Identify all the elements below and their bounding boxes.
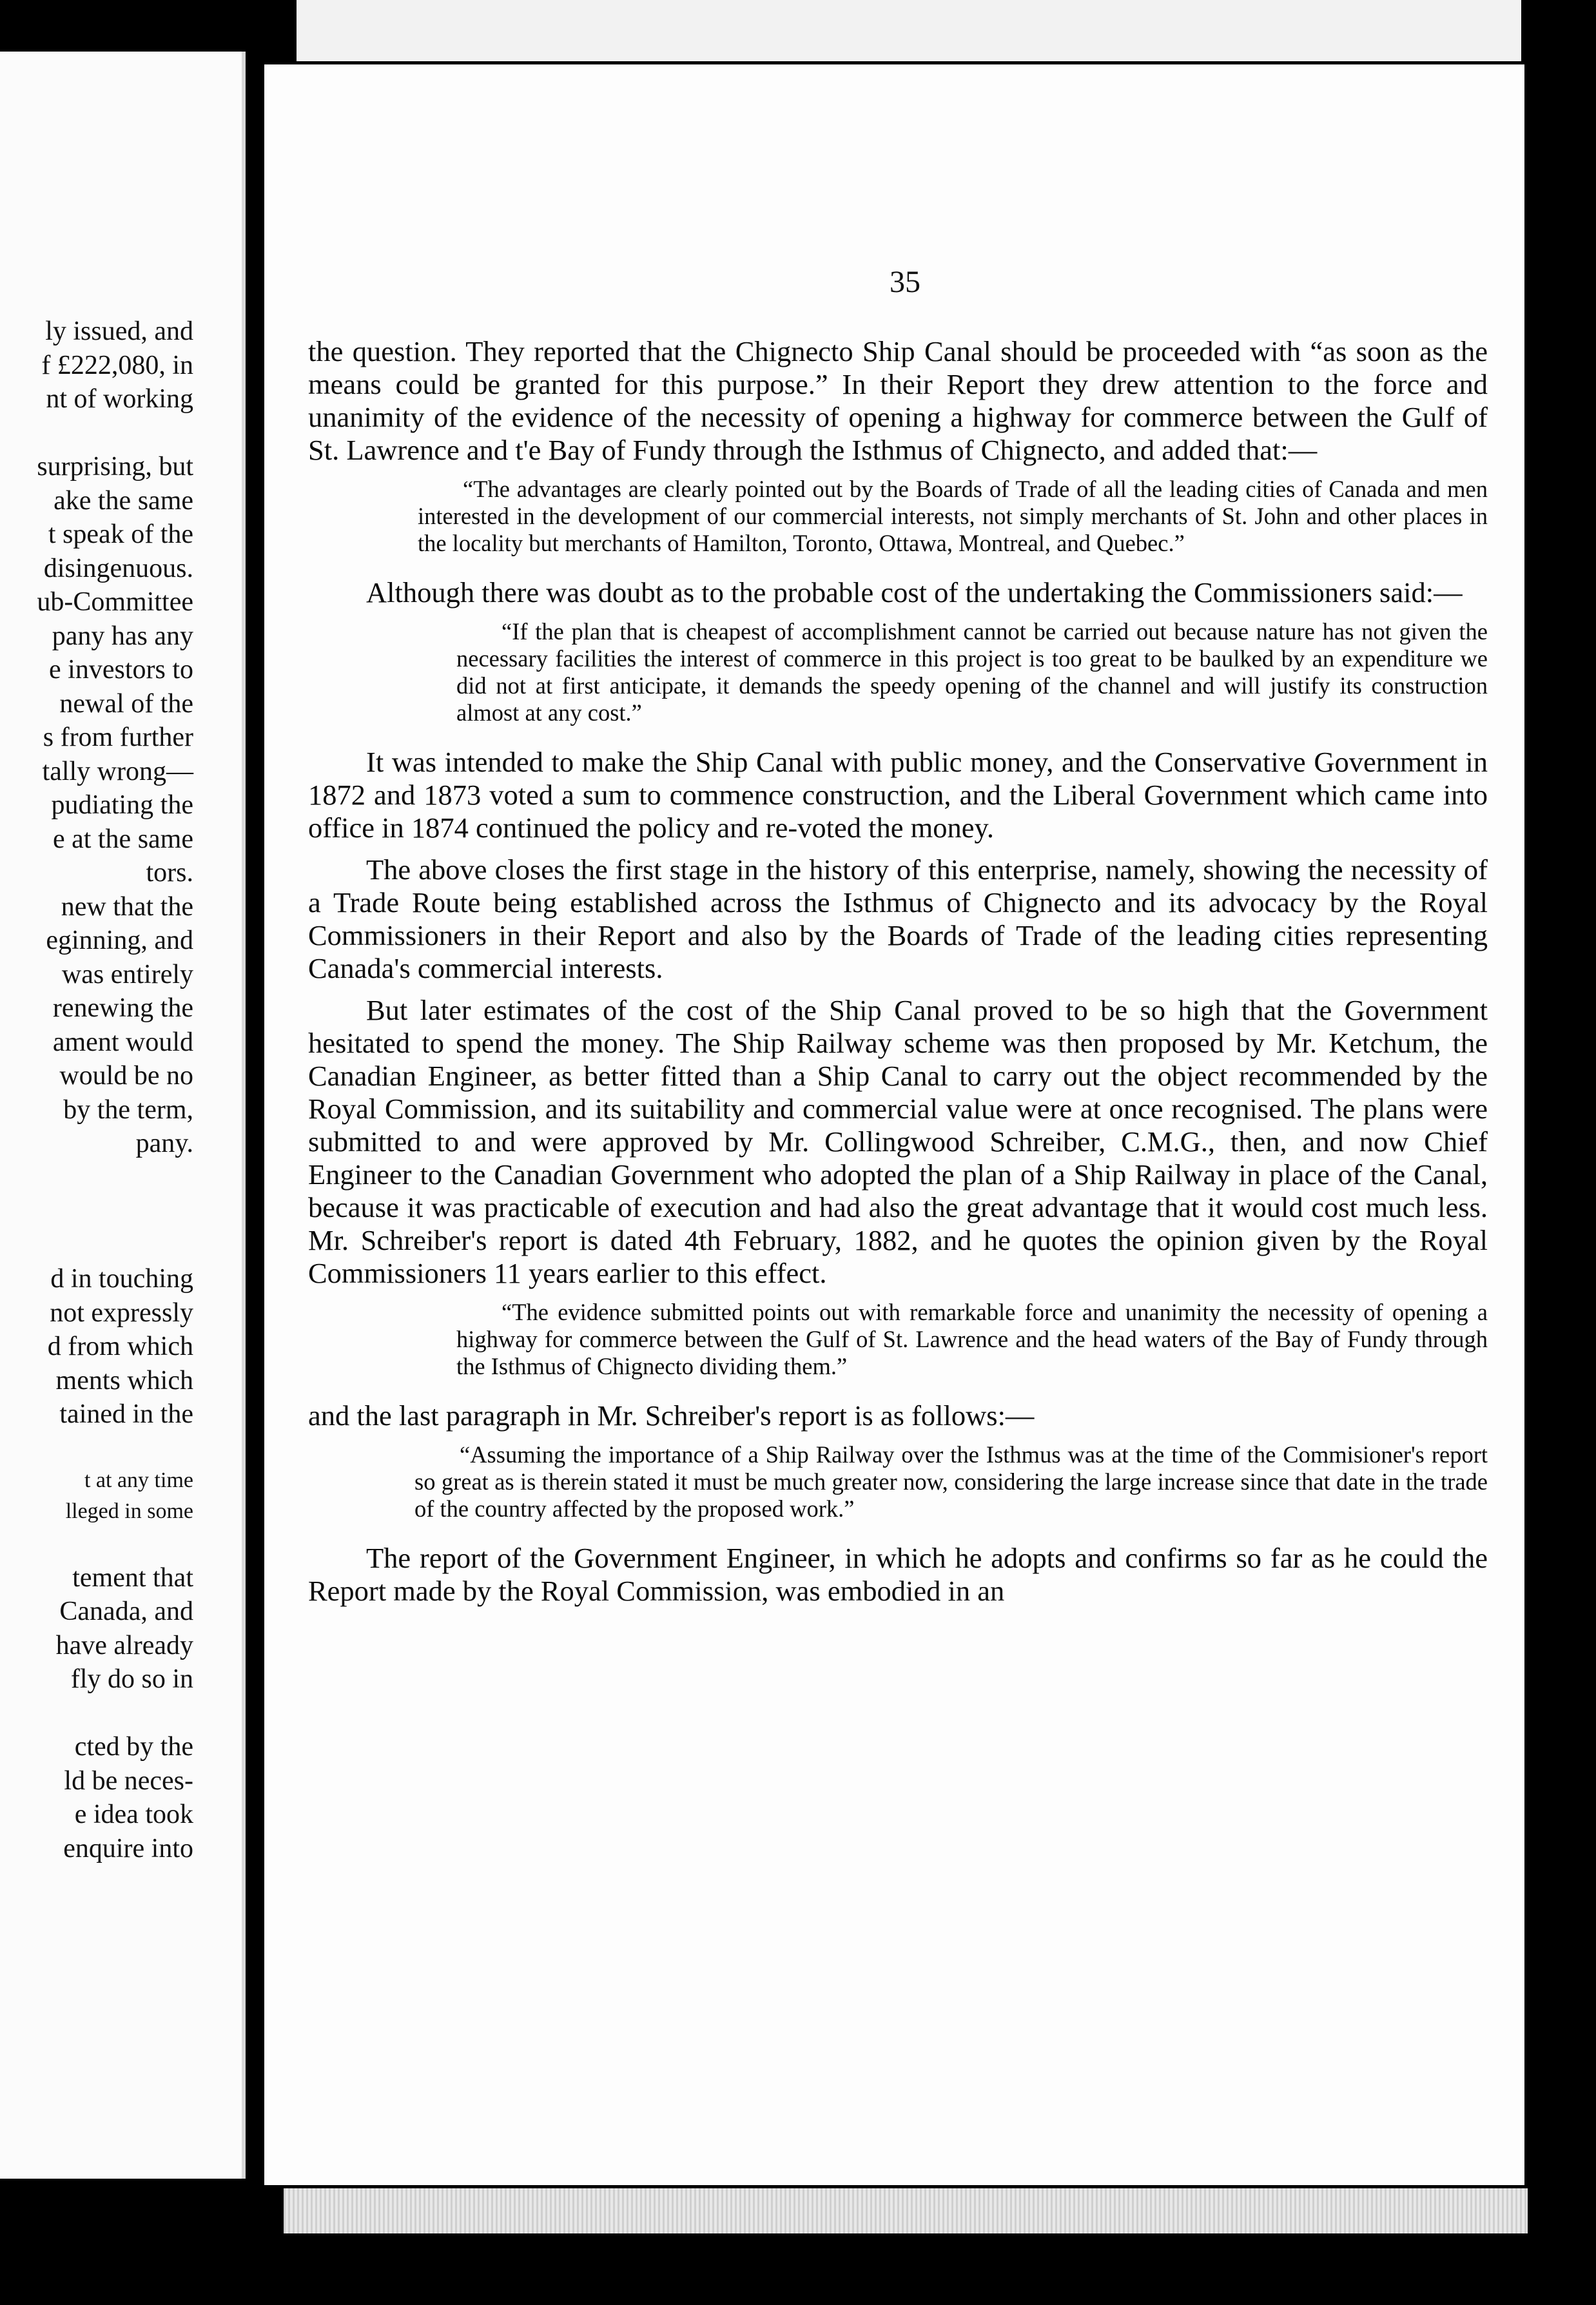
paragraph: It was intended to make the Ship Canal with public money, and the Conservative Government in 1872 and 1873 voted a sum to commence construction, and the Liberal Government which came into office in 1874 continued the policy and re-voted the money.	[308, 746, 1488, 844]
left-line: d from which	[47, 1332, 193, 1361]
left-line: tally wrong—	[42, 756, 193, 786]
left-line: renewing the	[52, 993, 193, 1023]
left-line: e at the same	[52, 824, 193, 854]
left-line: surprising, but	[37, 452, 193, 481]
paragraph: The report of the Government Engineer, in which he adopts and confirms so far as he could the Report made by the Royal Commission, was embodied in an	[308, 1542, 1488, 1607]
left-line: tors.	[146, 858, 193, 888]
paragraph: and the last paragraph in Mr. Schreiber's report is as follows:—	[308, 1399, 1035, 1432]
left-line: lleged in some	[65, 1499, 193, 1523]
left-line	[0, 1432, 193, 1466]
left-line: tement that	[72, 1562, 193, 1593]
paragraph: The above closes the first stage in the history of this enterprise, namely, showing the necessity of a Trade Route being established across the Isthmus of Chignecto and its advocacy by the Royal Commissioners in their Report and also by the Boards of Trade of the leading cities representing Canada's commercial interests.	[308, 853, 1488, 984]
left-line	[0, 1697, 193, 1731]
left-line: ly issued, and	[45, 316, 193, 346]
left-line: pany has any	[52, 621, 193, 651]
left-line: tained in the	[59, 1399, 193, 1429]
left-line: ake the same	[54, 485, 193, 516]
left-line: ub-Committee	[37, 587, 193, 617]
left-line: fly do so in	[70, 1664, 193, 1694]
left-line: would be no	[59, 1061, 193, 1091]
left-line: enquire into	[63, 1833, 193, 1863]
page-number: 35	[890, 265, 920, 299]
left-line: ament would	[52, 1027, 193, 1057]
block-quote: “Assuming the importance of a Ship Railway over the Isthmus was at the time of the Commisioner's report so great as is therein stated it must be much greater now, considering the large increase since that date in the trade of the country affected by the proposed work.”	[414, 1441, 1488, 1522]
left-line: e idea took	[74, 1800, 193, 1829]
left-line: f £222,080, in	[41, 350, 193, 380]
left-line: disingenuous.	[43, 553, 193, 583]
left-line	[0, 1161, 193, 1195]
left-line: by the term,	[63, 1094, 193, 1125]
left-line	[0, 1194, 193, 1229]
block-quote: “The evidence submitted points out with remarkable force and unanimity the necessity of opening a highway for commerce between the Gulf of St. Lawrence and the head waters of the Bay of Fundy through the Isthmus of Chignecto dividing them.”	[456, 1299, 1488, 1379]
left-line: eginning, and	[46, 926, 193, 955]
block-quote: “If the plan that is cheapest of accomplishment cannot be carried out because nature has not given the necessary facilities the interest of commerce in this project is too great to be baulked by an expenditure we did not at first anticipate, it demands the speedy opening of the channel and will justify its construction almost at any cost.”	[456, 618, 1488, 726]
left-facing-page	[0, 52, 246, 2179]
left-page-text-column	[0, 315, 193, 1865]
left-line: ments which	[55, 1365, 193, 1396]
left-line: have already	[55, 1630, 193, 1660]
left-line	[0, 1527, 193, 1561]
page-body-text	[308, 335, 1488, 1617]
block-quote: “The advantages are clearly pointed out by the Boards of Trade of all the leading cities of Canada and men interested in the development of our commercial interests, not simply merchants of St. John and other places in the locality but merchants of Hamilton, Toronto, Ottawa, Montreal, and Quebec.”	[418, 476, 1488, 556]
paragraph: Although there was doubt as to the probable cost of the undertaking the Commissioners said:—	[366, 576, 1463, 608]
page-top-edge	[297, 0, 1521, 61]
left-line	[0, 416, 193, 451]
left-line: cted by the	[74, 1732, 193, 1762]
left-line: d in touching	[50, 1264, 193, 1294]
left-line: nt of working	[46, 384, 193, 414]
left-line: Canada, and	[59, 1597, 193, 1626]
paragraph: But later estimates of the cost of the Ship Canal proved to be so high that the Government hesitated to spend the money. The Ship Railway scheme was then proposed by Mr. Ketchum, the Canadian Engineer, as better fitted than a Ship Canal to carry out the object recommended by the Royal Commission, and its suitability and commercial value were at once recognised. The plans were submitted to and were approved by Mr. Collingwood Schreiber, C.M.G., then, and now Chief Engineer to the Canadian Government who adopted the plan of a Ship Railway in place of the Canal, because it was practicable of execution and had also the great advantage that it would cost much less. Mr. Schreiber's report is dated 4th February, 1882, and he quotes the opinion given by the Royal Commissioners 11 years earlier to this effect.	[308, 994, 1488, 1289]
left-line: was entirely	[61, 959, 193, 989]
page-bottom-edge	[284, 2188, 1528, 2233]
left-line: t speak of the	[48, 520, 193, 549]
left-line: new that the	[61, 891, 193, 922]
left-line	[0, 1229, 193, 1263]
left-line: pany.	[135, 1129, 193, 1158]
left-line: t at any time	[84, 1468, 193, 1492]
left-line: s from further	[43, 723, 193, 752]
left-line: not expressly	[50, 1298, 193, 1328]
left-line: e investors to	[49, 655, 193, 685]
left-line: pudiating the	[51, 790, 193, 820]
paragraph: the question. They reported that the Chignecto Ship Canal should be proceeded with “as soon as the means could be granted for this purpose.” In their Report they drew attention to the force and unanimity of the evidence of the necessity of opening a highway for commerce between the Gulf of St. Lawrence and t'e Bay of Fundy through the Isthmus of Chignecto, and added that:—	[308, 335, 1488, 466]
left-line: newal of the	[59, 688, 193, 719]
left-line: ld be neces-	[64, 1765, 193, 1796]
